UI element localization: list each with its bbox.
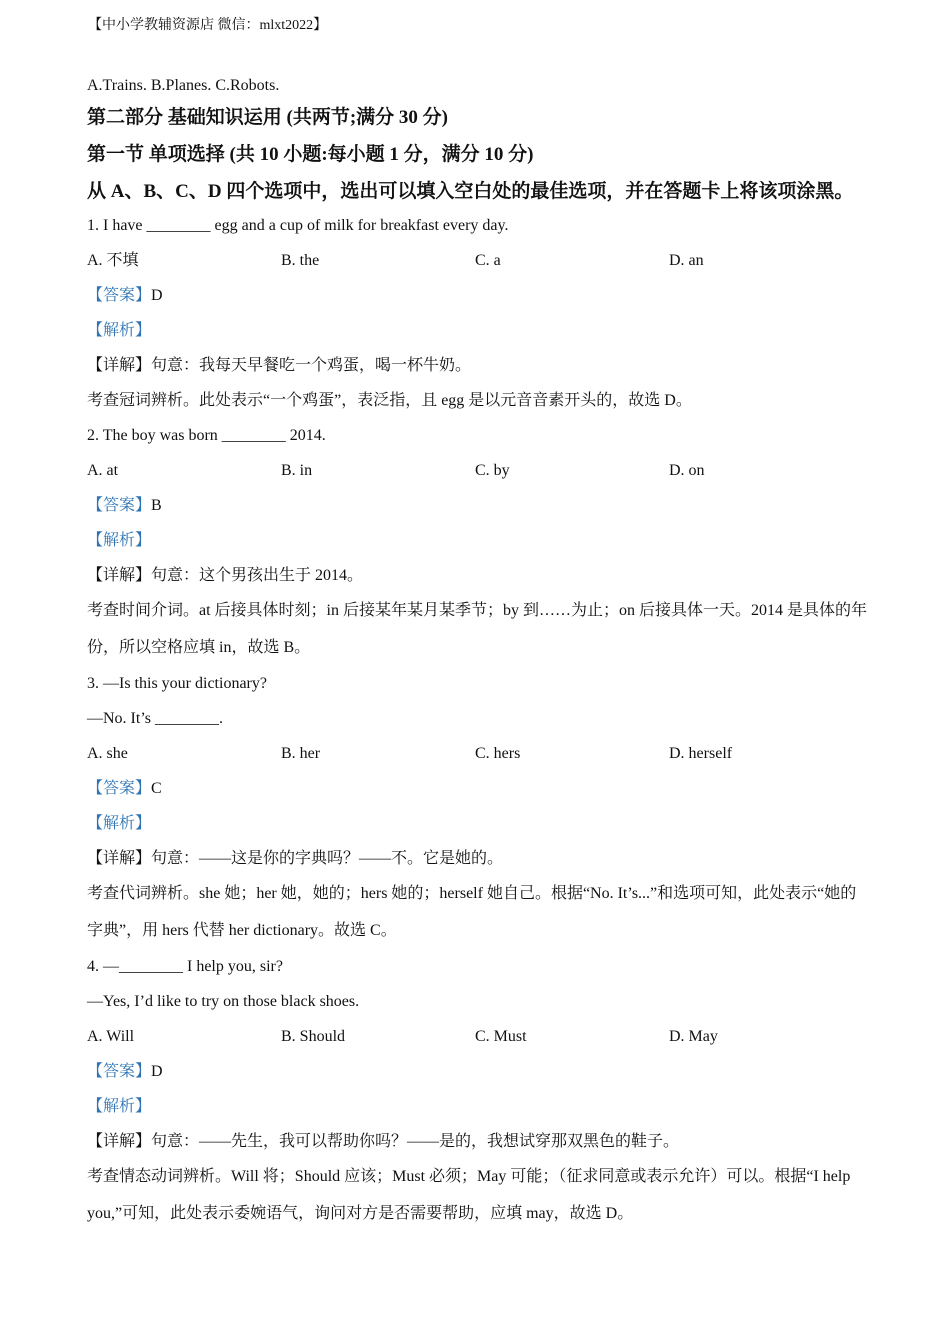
question-stem: 1. I have ________ egg and a cup of milk for breakfast every day.: [87, 217, 509, 234]
analysis-label: 【解析】: [87, 1098, 152, 1115]
option-c: C. a: [475, 252, 501, 269]
detail-text: 句意：——先生，我可以帮助你吗？——是的，我想试穿那双黑色的鞋子。: [151, 1133, 680, 1150]
answer-value: D: [151, 1063, 163, 1080]
detail-text: 句意：——这是你的字典吗？——不。它是她的。: [151, 850, 504, 867]
option-a: A. 不填: [87, 252, 139, 269]
detail-label: 【详解】: [87, 850, 152, 867]
question-options: [87, 461, 867, 481]
question-options: [87, 251, 867, 271]
detail-line: [87, 1132, 867, 1152]
section-title: 第一节 单项选择 (共 10 小题:每小题 1 分，满分 10 分): [87, 144, 534, 165]
explanation-text: 考查冠词辨析。此处表示“一个鸡蛋”，表泛指，且 egg 是以元音音素开头的，故选 D。: [87, 392, 692, 409]
answer-line: [87, 779, 867, 799]
answer-line: [87, 1062, 867, 1082]
answer-label: 【答案】: [87, 287, 152, 304]
detail-label: 【详解】: [87, 567, 152, 584]
answer-label: 【答案】: [87, 497, 152, 514]
previous-question-options: A.Trains. B.Planes. C.Robots.: [87, 77, 280, 94]
option-a: A. at: [87, 462, 119, 479]
question-options: [87, 1027, 867, 1047]
answer-value: B: [151, 497, 162, 514]
instructions: 从 A、B、C、D 四个选项中，选出可以填入空白处的最佳选项，并在答题卡上将该项涂黑。: [87, 181, 854, 202]
question-stem-reply: —Yes, I’d like to try on those black shoes.: [87, 993, 360, 1010]
analysis-label: 【解析】: [87, 532, 152, 549]
option-b: B. the: [281, 252, 320, 269]
question-4: [87, 957, 867, 1232]
answer-line: [87, 286, 867, 306]
question-stem: 3. —Is this your dictionary?: [87, 675, 267, 692]
analysis-label: 【解析】: [87, 322, 152, 339]
detail-label: 【详解】: [87, 1133, 152, 1150]
answer-label: 【答案】: [87, 1063, 152, 1080]
question-1: [87, 216, 867, 411]
detail-text: 句意：我每天早餐吃一个鸡蛋，喝一杯牛奶。: [151, 357, 472, 374]
question-stem: 2. The boy was born ________ 2014.: [87, 427, 326, 444]
explanation-text: 考查情态动词辨析。Will 将；Should 应该；Must 必须；May 可能；（征求同意或表示允许）可以。根据“I help you,”可知，此处表示委婉语气，询问对方是否需要帮助，应填 may，故选 D。: [87, 1168, 851, 1222]
question-stem-reply: —No. It’s ________.: [87, 710, 223, 727]
answer-value: D: [151, 287, 163, 304]
option-a: A. she: [87, 745, 128, 762]
part-title: 第二部分 基础知识运用 (共两节;满分 30 分): [87, 107, 448, 128]
option-d: D. herself: [669, 745, 733, 762]
page-header: 【中小学教辅资源店 微信：mlxt2022】: [88, 18, 328, 33]
option-d: D. on: [669, 462, 705, 479]
option-a: A. Will: [87, 1028, 135, 1045]
option-b: B. Should: [281, 1028, 346, 1045]
question-3: [87, 674, 867, 949]
analysis-label: 【解析】: [87, 815, 152, 832]
detail-line: [87, 356, 867, 376]
detail-line: [87, 566, 867, 586]
option-c: C. Must: [475, 1028, 527, 1045]
explanation-text: 考查代词辨析。she 她；her 她，她的；hers 她的；herself 她自己。根据“No. It’s...”和选项可知，此处表示“她的字典”，用 hers 代替 her dictionary。故选 C。: [87, 885, 857, 939]
detail-line: [87, 849, 867, 869]
option-d: D. May: [669, 1028, 718, 1045]
option-c: C. hers: [475, 745, 521, 762]
option-c: C. by: [475, 462, 510, 479]
option-b: B. in: [281, 462, 313, 479]
question-options: [87, 744, 867, 764]
answer-label: 【答案】: [87, 780, 152, 797]
answer-value: C: [151, 780, 162, 797]
question-stem: 4. —________ I help you, sir?: [87, 958, 283, 975]
option-b: B. her: [281, 745, 321, 762]
question-2: [87, 426, 867, 666]
detail-label: 【详解】: [87, 357, 152, 374]
answer-line: [87, 496, 867, 516]
document-content: [87, 70, 867, 1232]
detail-text: 句意：这个男孩出生于 2014。: [151, 567, 364, 584]
explanation-text: 考查时间介词。at 后接具体时刻；in 后接某年某月某季节；by 到……为止；on 后接具体一天。2014 是具体的年份，所以空格应填 in，故选 B。: [87, 602, 867, 656]
option-d: D. an: [669, 252, 704, 269]
